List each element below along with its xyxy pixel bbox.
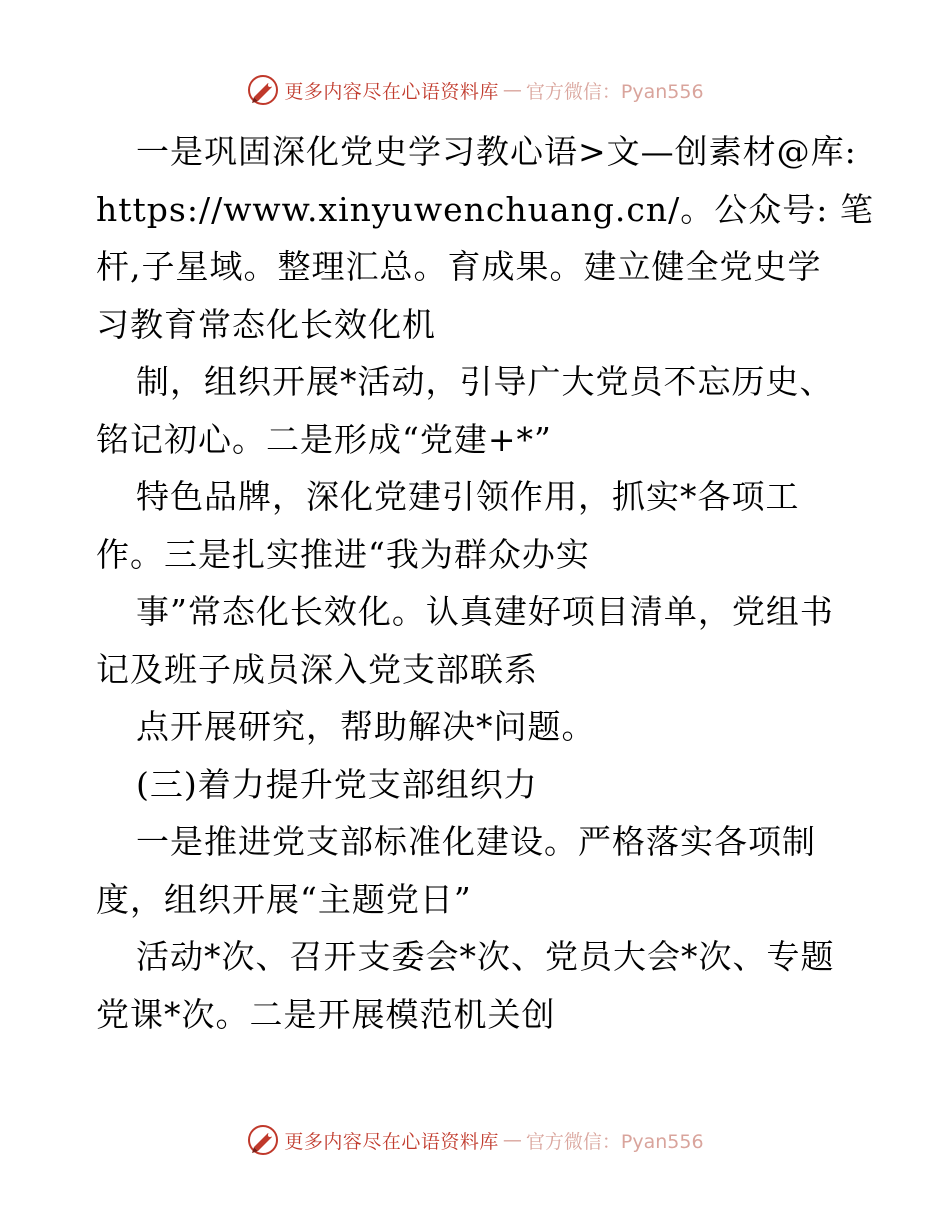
body-line: 记及班子成员深入党支部联系 bbox=[96, 649, 538, 689]
footer-banner bbox=[0, 1120, 950, 1160]
body-line: 一是推进党支部标准化建设。严格落实各项制 bbox=[136, 822, 816, 861]
body-line: 特色品牌，深化党建引领作用，抓实*各项工 bbox=[136, 477, 800, 516]
footer-banner-text: 更多内容尽在心语资料库 bbox=[284, 1130, 499, 1153]
section-heading: (三)着力提升党支部组织力 bbox=[136, 764, 538, 804]
header-banner-inner bbox=[246, 73, 703, 107]
body-line: 制，组织开展*活动，引导广大党员不忘历史、 bbox=[136, 362, 834, 401]
pen-logo-icon bbox=[246, 1123, 280, 1157]
body-line: 度，组织开展“主题党日” bbox=[96, 879, 472, 919]
footer-banner-dash: — bbox=[502, 1129, 522, 1151]
header-banner bbox=[0, 70, 950, 110]
footer-banner-inner bbox=[246, 1123, 703, 1157]
footer-banner-wechat: 官方微信：Pyan556 bbox=[525, 1130, 704, 1153]
body-line: 事”常态化长效化。认真建好项目清单，党组书 bbox=[136, 592, 834, 631]
body-line: 铭记初心。二是形成“党建+*” bbox=[96, 419, 552, 459]
body-line: 活动*次、召开支委会*次、党员大会*次、专题 bbox=[136, 937, 835, 976]
document-body bbox=[96, 123, 874, 1043]
body-line: 点开展研究，帮助解决*问题。 bbox=[136, 707, 596, 746]
body-line: 一是巩固深化党史学习教心语>文—创素材@库: bbox=[136, 132, 857, 171]
header-banner-text: 更多内容尽在心语资料库 bbox=[284, 80, 499, 103]
body-line: 作。三是扎实推进“我为群众办实 bbox=[96, 534, 590, 574]
body-line: 党课*次。二是开展模范机关创 bbox=[96, 994, 556, 1034]
header-banner-dash: — bbox=[502, 79, 522, 101]
pen-logo-icon bbox=[246, 73, 280, 107]
body-line: 习教育常态化长效化机 bbox=[96, 304, 436, 344]
body-line: https://www.xinyuwenchuang.cn/。公众号: 笔 bbox=[96, 189, 874, 229]
header-banner-wechat: 官方微信：Pyan556 bbox=[525, 80, 704, 103]
body-line: 杆,子星域。整理汇总。育成果。建立健全党史学 bbox=[96, 247, 822, 286]
